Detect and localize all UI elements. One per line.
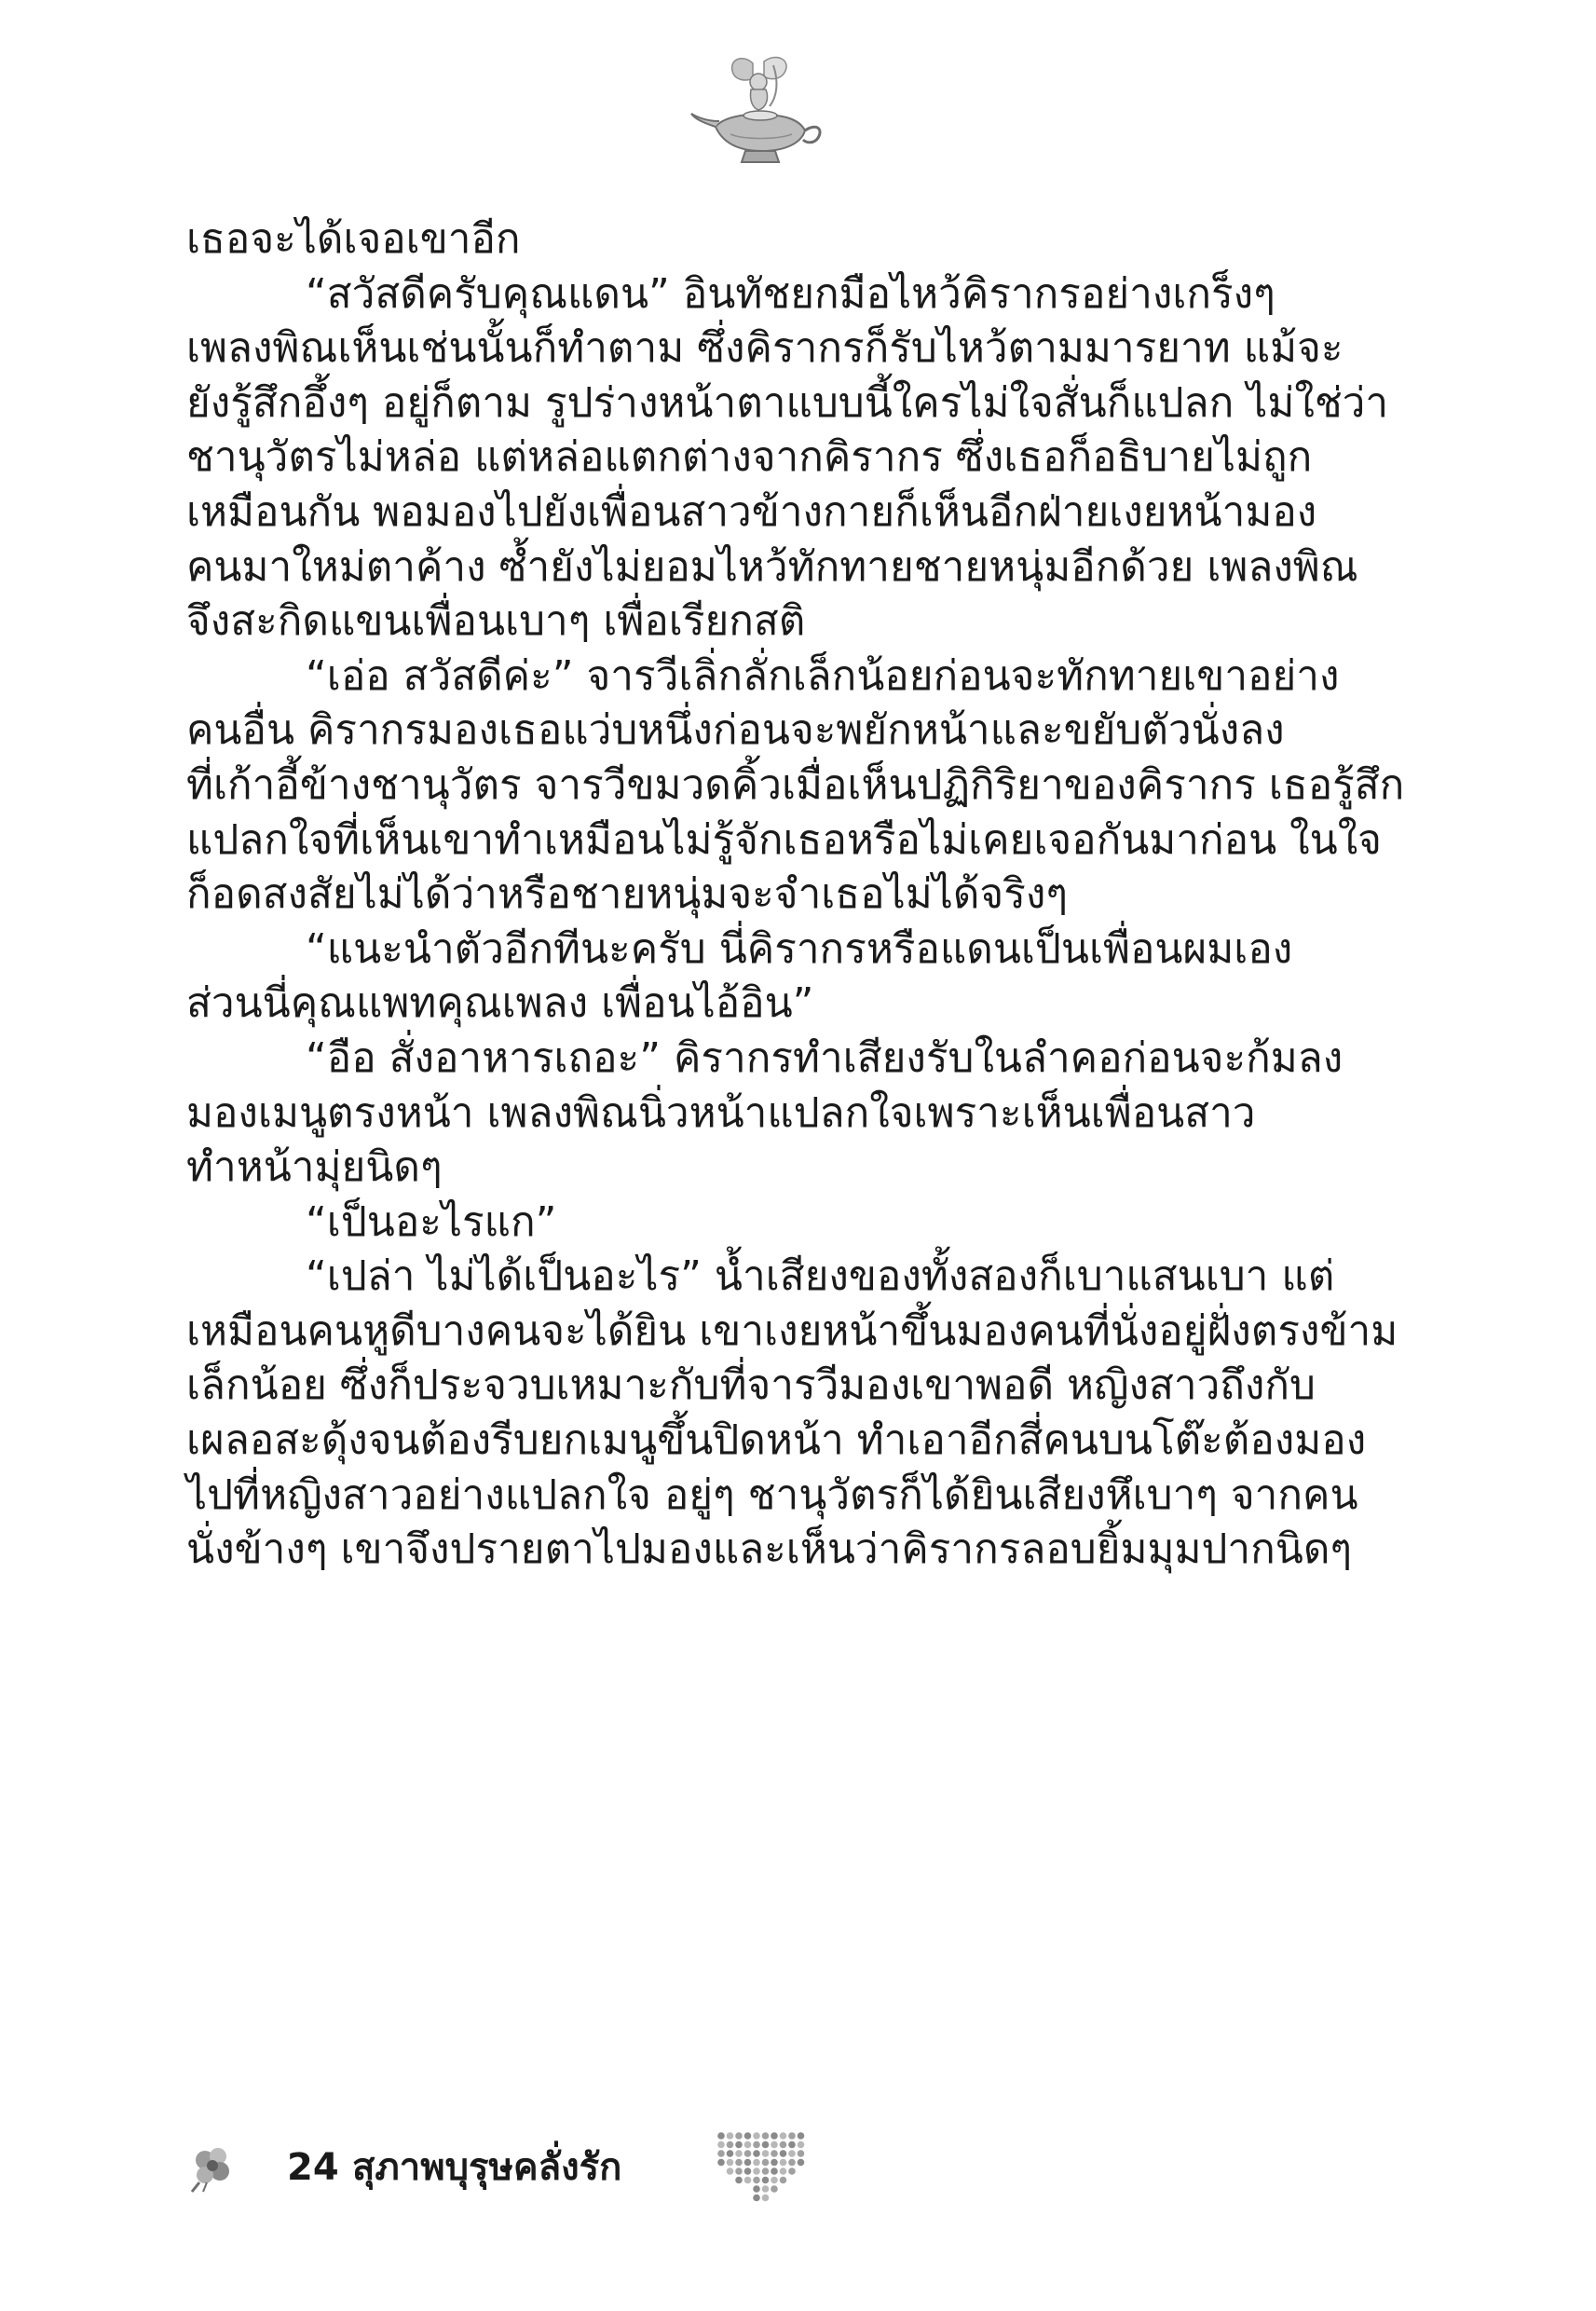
text-line: ก็อดสงสัยไม่ได้ว่าหรือชายหนุ่มจะจำเธอไม่ได้จริงๆ — [186, 870, 1068, 919]
text-line: “เอ่อ สวัสดีค่ะ” จารวีเลิ่กลั่กเล็กน้อยก่อนจะทักทายเขาอย่าง — [306, 651, 1340, 700]
text-line: นั่งข้างๆ เขาจึงปรายตาไปมองและเห็นว่าคิรากรลอบยิ้มมุมปากนิดๆ — [186, 1525, 1353, 1574]
page-footer — [186, 2132, 1398, 2216]
text-line: ชานุวัตรไม่หล่อ แต่หล่อแตกต่างจากคิรากร ซึ่งเธอก็อธิบายไม่ถูก — [186, 433, 1313, 482]
text-line: เธอจะได้เจอเขาอีก — [186, 215, 521, 263]
text-line: “อือ สั่งอาหารเถอะ” คิรากรทำเสียงรับในลำคอก่อนจะก้มลง — [306, 1033, 1344, 1082]
text-line: มองเมนูตรงหน้า เพลงพิณนิ่วหน้าแปลกใจเพราะเห็นเพื่อนสาว — [186, 1088, 1256, 1137]
text-line: เล็กน้อย ซึ่งก็ประจวบเหมาะกับที่จารวีมองเขาพอดี หญิงสาวถึงกับ — [186, 1361, 1316, 1410]
text-line: คนอื่น คิรากรมองเธอแว่บหนึ่งก่อนจะพยักหน้าและขยับตัวนั่งลง — [186, 706, 1285, 755]
text-line: ยังรู้สึกอึ้งๆ อยู่ก็ตาม รูปร่างหน้าตาแบบนี้ใครไม่ใจสั่นก็แปลก ไม่ใช่ว่า — [186, 378, 1389, 427]
text-line: จึงสะกิดแขนเพื่อนเบาๆ เพื่อเรียกสติ — [186, 597, 806, 646]
text-line: คนมาใหม่ตาค้าง ซ้ำยังไม่ยอมไหว้ทักทายชายหนุ่มอีกด้วย เพลงพิณ — [186, 542, 1358, 591]
text-line: แปลกใจที่เห็นเขาทำเหมือนไม่รู้จักเธอหรือไม่เคยเจอกันมาก่อน ในใจ — [186, 815, 1382, 864]
text-line: เหมือนกัน พอมองไปยังเพื่อนสาวข้างกายก็เห็นอีกฝ่ายเงยหน้ามอง — [186, 487, 1317, 536]
text-line: ที่เก้าอี้ข้างชานุวัตร จารวีขมวดคิ้วเมื่อเห็นปฏิกิริยาของคิรากร เธอรู้สึก — [186, 760, 1405, 809]
hearts-cluster-icon — [717, 2132, 807, 2207]
magic-lamp-cupid-icon — [688, 54, 827, 166]
text-line: “เป็นอะไรแก” — [306, 1197, 557, 1246]
text-line: “เปล่า ไม่ได้เป็นอะไร” น้ำเสียงของทั้งสองก็เบาแสนเบา แต่ — [306, 1252, 1335, 1301]
body-text — [186, 212, 1405, 1578]
text-line: ทำหน้ามุ่ยนิดๆ — [186, 1143, 443, 1192]
flower-icon — [186, 2141, 239, 2194]
page-number: 24 — [287, 2146, 339, 2189]
text-line: เพลงพิณเห็นเช่นนั้นก็ทำตาม ซึ่งคิรากรก็รับไหว้ตามมารยาท แม้จะ — [186, 324, 1344, 373]
text-line: เผลอสะดุ้งจนต้องรีบยกเมนูขึ้นปิดหน้า ทำเอาอีกสี่คนบนโต๊ะต้องมอง — [186, 1416, 1367, 1465]
book-title: สุภาพบุรุษคลั่งรัก — [352, 2146, 622, 2189]
text-line: “สวัสดีครับคุณแดน” อินทัชยกมือไหว้คิรากรอย่างเกร็งๆ — [306, 269, 1275, 318]
text-line: เหมือนคนหูดีบางคนจะได้ยิน เขาเงยหน้าขึ้นมองคนที่นั่งอยู่ฝั่งตรงข้าม — [186, 1306, 1398, 1355]
text-line: ไปที่หญิงสาวอย่างแปลกใจ อยู่ๆ ชานุวัตรก็ได้ยินเสียงหึเบาๆ จากคน — [186, 1470, 1358, 1519]
text-line: “แนะนำตัวอีกทีนะครับ นี่คิรากรหรือแดนเป็นเพื่อนผมเอง — [306, 924, 1293, 973]
text-line: ส่วนนี่คุณแพทคุณเพลง เพื่อนไอ้อิน” — [186, 979, 814, 1028]
